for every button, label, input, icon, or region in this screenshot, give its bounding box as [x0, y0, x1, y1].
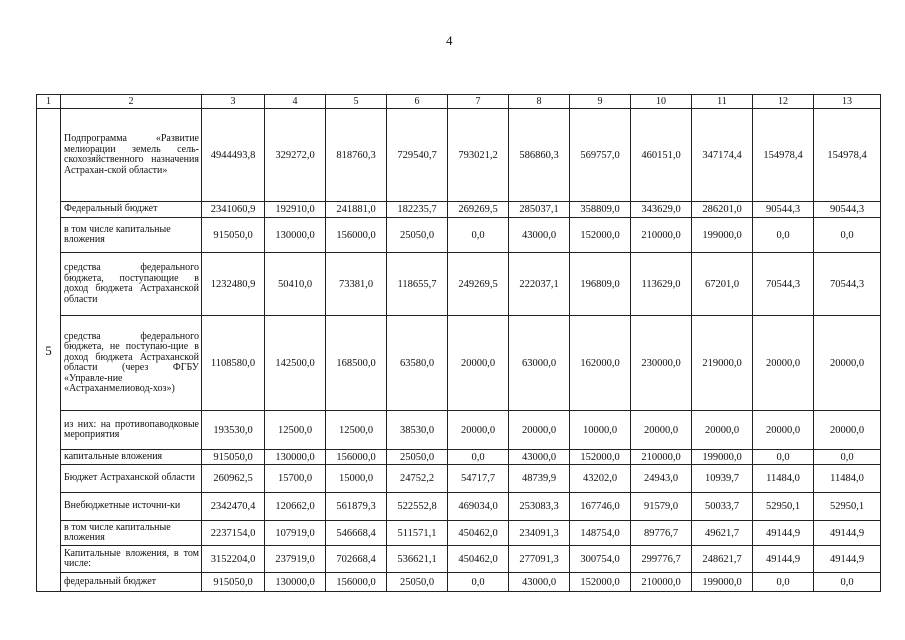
- value-cell: 142500,0: [265, 316, 326, 411]
- row-label: средства федерального бюджета, поступающие в доход бюджета Астраханской области: [61, 253, 202, 316]
- value-cell: 511571,1: [387, 521, 448, 546]
- value-cell: 358809,0: [570, 202, 631, 218]
- value-cell: 168500,0: [326, 316, 387, 411]
- value-cell: 199000,0: [692, 450, 753, 465]
- value-cell: 120662,0: [265, 493, 326, 521]
- value-cell: 277091,3: [509, 546, 570, 573]
- value-cell: 49144,9: [753, 546, 814, 573]
- value-cell: 11484,0: [814, 465, 881, 493]
- header-row: [37, 95, 881, 109]
- value-cell: 130000,0: [265, 450, 326, 465]
- value-cell: 52950,1: [814, 493, 881, 521]
- column-header: 8: [509, 95, 570, 109]
- row-label: Бюджет Астраханской области: [61, 465, 202, 493]
- value-cell: 329272,0: [265, 109, 326, 202]
- value-cell: 0,0: [448, 218, 509, 253]
- column-header: 3: [202, 95, 265, 109]
- value-cell: 48739,9: [509, 465, 570, 493]
- value-cell: 0,0: [448, 573, 509, 592]
- column-header: 13: [814, 95, 881, 109]
- value-cell: 43000,0: [509, 218, 570, 253]
- column-header: 7: [448, 95, 509, 109]
- row-label: Капитальные вложения, в том числе:: [61, 546, 202, 573]
- value-cell: 113629,0: [631, 253, 692, 316]
- value-cell: 25050,0: [387, 218, 448, 253]
- value-cell: 12500,0: [326, 411, 387, 450]
- value-cell: 286201,0: [692, 202, 753, 218]
- table-row: [37, 411, 881, 450]
- value-cell: 15000,0: [326, 465, 387, 493]
- value-cell: 167746,0: [570, 493, 631, 521]
- value-cell: 182235,7: [387, 202, 448, 218]
- value-cell: 118655,7: [387, 253, 448, 316]
- value-cell: 130000,0: [265, 218, 326, 253]
- value-cell: 49621,7: [692, 521, 753, 546]
- table-row: [37, 493, 881, 521]
- value-cell: 63000,0: [509, 316, 570, 411]
- table-row: [37, 450, 881, 465]
- value-cell: 130000,0: [265, 573, 326, 592]
- value-cell: 43202,0: [570, 465, 631, 493]
- value-cell: 89776,7: [631, 521, 692, 546]
- value-cell: 25050,0: [387, 573, 448, 592]
- value-cell: 234091,3: [509, 521, 570, 546]
- value-cell: 73381,0: [326, 253, 387, 316]
- value-cell: 702668,4: [326, 546, 387, 573]
- table-row: [37, 546, 881, 573]
- value-cell: 90544,3: [753, 202, 814, 218]
- value-cell: 1232480,9: [202, 253, 265, 316]
- value-cell: 24752,2: [387, 465, 448, 493]
- table-row: [37, 316, 881, 411]
- value-cell: 152000,0: [570, 573, 631, 592]
- value-cell: 50410,0: [265, 253, 326, 316]
- value-cell: 260962,5: [202, 465, 265, 493]
- value-cell: 43000,0: [509, 573, 570, 592]
- row-label: Внебюджетные источни-ки: [61, 493, 202, 521]
- value-cell: 0,0: [814, 573, 881, 592]
- value-cell: 192910,0: [265, 202, 326, 218]
- value-cell: 20000,0: [448, 411, 509, 450]
- value-cell: 152000,0: [570, 218, 631, 253]
- value-cell: 20000,0: [509, 411, 570, 450]
- budget-table: [36, 94, 881, 592]
- value-cell: 818760,3: [326, 109, 387, 202]
- value-cell: 199000,0: [692, 218, 753, 253]
- column-header: 4: [265, 95, 326, 109]
- value-cell: 156000,0: [326, 218, 387, 253]
- value-cell: 300754,0: [570, 546, 631, 573]
- value-cell: 20000,0: [814, 316, 881, 411]
- value-cell: 915050,0: [202, 573, 265, 592]
- value-cell: 2237154,0: [202, 521, 265, 546]
- value-cell: 156000,0: [326, 573, 387, 592]
- row-number-cell: 5: [37, 109, 61, 592]
- value-cell: 569757,0: [570, 109, 631, 202]
- value-cell: 210000,0: [631, 450, 692, 465]
- value-cell: 230000,0: [631, 316, 692, 411]
- row-label: средства федерального бюджета, не поступаю-щие в доход бюджета Астраханской области (через ФГБУ «Управле-ние «Астраханмелиовод-хоз»): [61, 316, 202, 411]
- value-cell: 0,0: [814, 218, 881, 253]
- value-cell: 20000,0: [753, 316, 814, 411]
- value-cell: 299776,7: [631, 546, 692, 573]
- column-header: 1: [37, 95, 61, 109]
- value-cell: 522552,8: [387, 493, 448, 521]
- value-cell: 49144,9: [753, 521, 814, 546]
- value-cell: 11484,0: [753, 465, 814, 493]
- table-row: [37, 253, 881, 316]
- value-cell: 0,0: [753, 218, 814, 253]
- row-label: в том числе капитальные вложения: [61, 218, 202, 253]
- value-cell: 154978,4: [814, 109, 881, 202]
- value-cell: 148754,0: [570, 521, 631, 546]
- row-label: Подпрограмма «Развитие мелиорации земель сель-скохозяйственного назначения Астрахан-ской области»: [61, 109, 202, 202]
- value-cell: 0,0: [753, 573, 814, 592]
- value-cell: 49144,9: [814, 546, 881, 573]
- value-cell: 91579,0: [631, 493, 692, 521]
- value-cell: 156000,0: [326, 450, 387, 465]
- value-cell: 561879,3: [326, 493, 387, 521]
- table-row: [37, 573, 881, 592]
- row-label: из них: на противопаводковые мероприятия: [61, 411, 202, 450]
- value-cell: 20000,0: [814, 411, 881, 450]
- value-cell: 38530,0: [387, 411, 448, 450]
- value-cell: 915050,0: [202, 450, 265, 465]
- column-header: 5: [326, 95, 387, 109]
- value-cell: 90544,3: [814, 202, 881, 218]
- value-cell: 0,0: [814, 450, 881, 465]
- value-cell: 107919,0: [265, 521, 326, 546]
- value-cell: 285037,1: [509, 202, 570, 218]
- value-cell: 347174,4: [692, 109, 753, 202]
- value-cell: 793021,2: [448, 109, 509, 202]
- value-cell: 460151,0: [631, 109, 692, 202]
- value-cell: 210000,0: [631, 573, 692, 592]
- value-cell: 70544,3: [753, 253, 814, 316]
- column-header: 11: [692, 95, 753, 109]
- value-cell: 0,0: [753, 450, 814, 465]
- value-cell: 2341060,9: [202, 202, 265, 218]
- table-row: [37, 109, 881, 202]
- table-body: [37, 95, 881, 592]
- value-cell: 1108580,0: [202, 316, 265, 411]
- value-cell: 469034,0: [448, 493, 509, 521]
- value-cell: 222037,1: [509, 253, 570, 316]
- row-label: Федеральный бюджет: [61, 202, 202, 218]
- value-cell: 67201,0: [692, 253, 753, 316]
- value-cell: 219000,0: [692, 316, 753, 411]
- value-cell: 4944493,8: [202, 109, 265, 202]
- value-cell: 241881,0: [326, 202, 387, 218]
- value-cell: 15700,0: [265, 465, 326, 493]
- value-cell: 210000,0: [631, 218, 692, 253]
- value-cell: 269269,5: [448, 202, 509, 218]
- value-cell: 450462,0: [448, 521, 509, 546]
- value-cell: 43000,0: [509, 450, 570, 465]
- value-cell: 2342470,4: [202, 493, 265, 521]
- column-header: 2: [61, 95, 202, 109]
- value-cell: 10000,0: [570, 411, 631, 450]
- column-header: 9: [570, 95, 631, 109]
- row-label: в том числе капитальные вложения: [61, 521, 202, 546]
- value-cell: 253083,3: [509, 493, 570, 521]
- table-row: [37, 465, 881, 493]
- table-row: [37, 218, 881, 253]
- value-cell: 24943,0: [631, 465, 692, 493]
- value-cell: 343629,0: [631, 202, 692, 218]
- value-cell: 25050,0: [387, 450, 448, 465]
- column-header: 10: [631, 95, 692, 109]
- value-cell: 193530,0: [202, 411, 265, 450]
- value-cell: 249269,5: [448, 253, 509, 316]
- value-cell: 546668,4: [326, 521, 387, 546]
- value-cell: 10939,7: [692, 465, 753, 493]
- value-cell: 154978,4: [753, 109, 814, 202]
- value-cell: 152000,0: [570, 450, 631, 465]
- value-cell: 915050,0: [202, 218, 265, 253]
- table-row: [37, 521, 881, 546]
- value-cell: 3152204,0: [202, 546, 265, 573]
- value-cell: 20000,0: [753, 411, 814, 450]
- value-cell: 70544,3: [814, 253, 881, 316]
- column-header: 6: [387, 95, 448, 109]
- value-cell: 199000,0: [692, 573, 753, 592]
- row-label: капитальные вложения: [61, 450, 202, 465]
- value-cell: 54717,7: [448, 465, 509, 493]
- value-cell: 536621,1: [387, 546, 448, 573]
- value-cell: 729540,7: [387, 109, 448, 202]
- value-cell: 586860,3: [509, 109, 570, 202]
- value-cell: 12500,0: [265, 411, 326, 450]
- value-cell: 20000,0: [448, 316, 509, 411]
- page-number: 4: [446, 33, 453, 48]
- value-cell: 162000,0: [570, 316, 631, 411]
- value-cell: 20000,0: [692, 411, 753, 450]
- value-cell: 196809,0: [570, 253, 631, 316]
- value-cell: 63580,0: [387, 316, 448, 411]
- value-cell: 0,0: [448, 450, 509, 465]
- table-row: [37, 202, 881, 218]
- column-header: 12: [753, 95, 814, 109]
- value-cell: 20000,0: [631, 411, 692, 450]
- value-cell: 50033,7: [692, 493, 753, 521]
- value-cell: 49144,9: [814, 521, 881, 546]
- value-cell: 237919,0: [265, 546, 326, 573]
- value-cell: 450462,0: [448, 546, 509, 573]
- row-label: федеральный бюджет: [61, 573, 202, 592]
- value-cell: 52950,1: [753, 493, 814, 521]
- value-cell: 248621,7: [692, 546, 753, 573]
